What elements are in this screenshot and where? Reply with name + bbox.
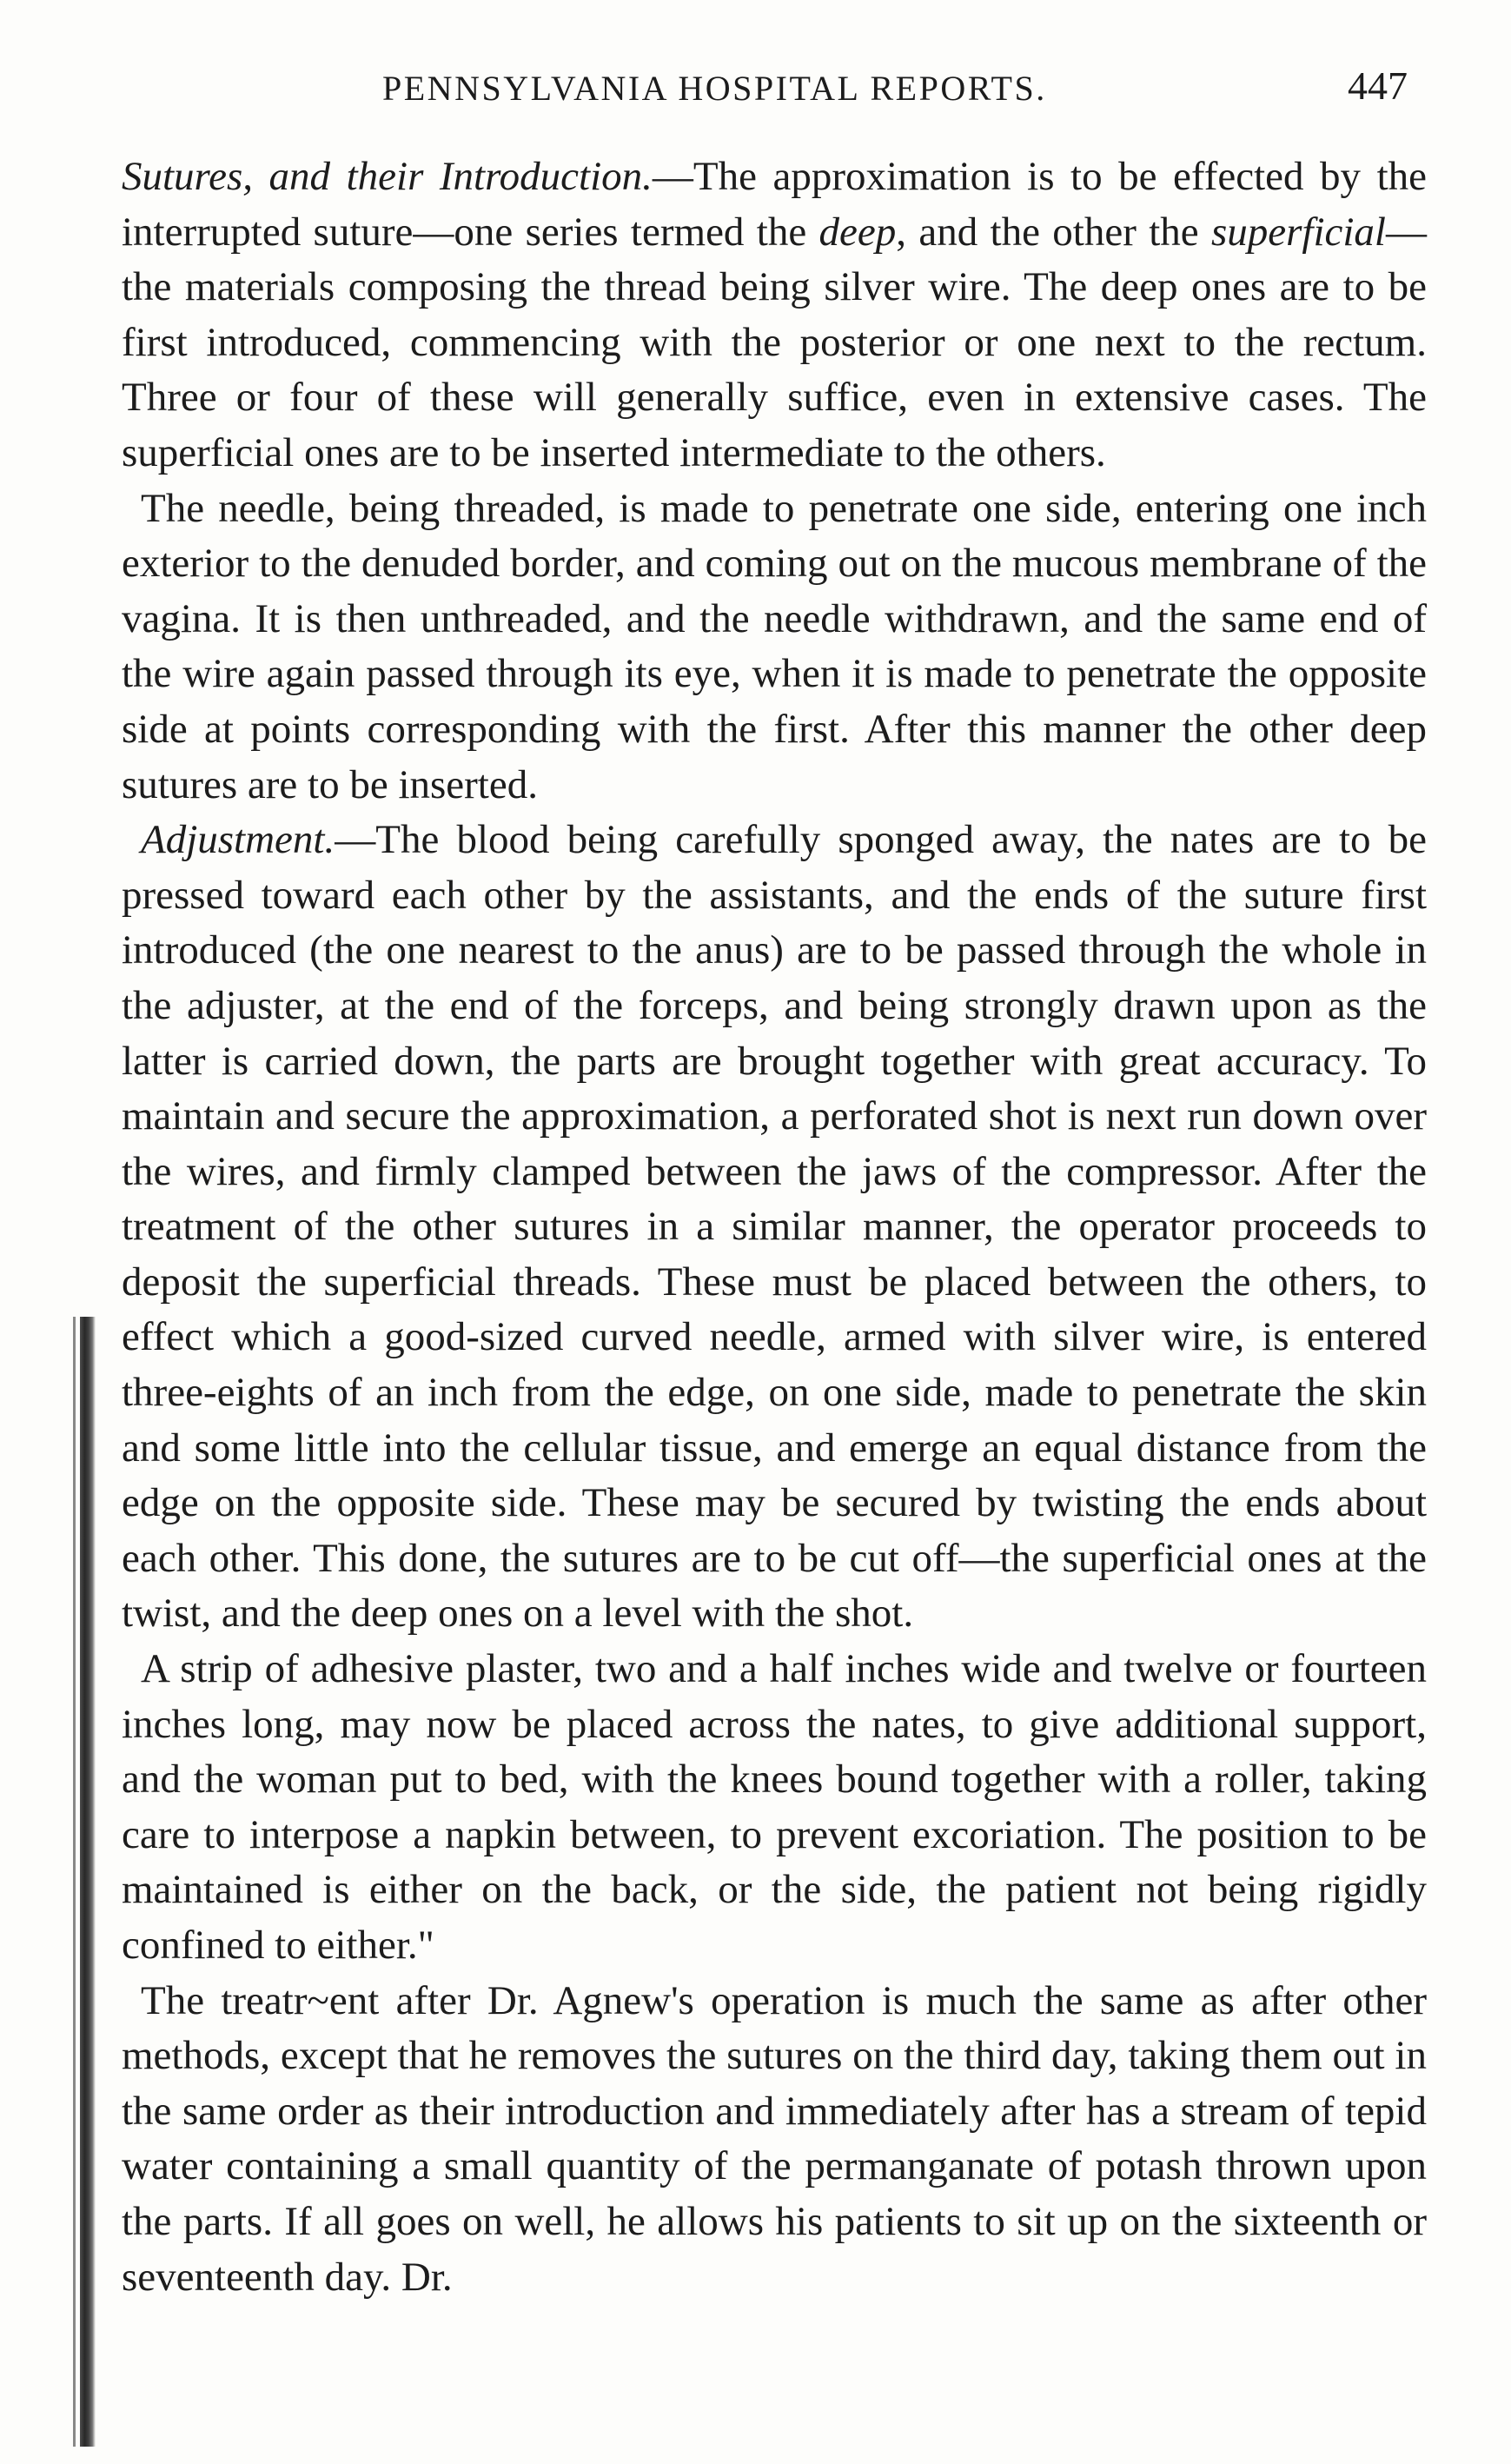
page-number: 447 (1348, 63, 1408, 108)
page-header (130, 63, 1408, 120)
paragraph-text: A strip of adhesive plaster, two and a half inches wide and twelve or fourteen inches long, may now be placed across the nates, to give additional support, and the woman put to bed, with the knees bound together with a roller, taking care to interpose a napkin between, to prevent excoriation. The position to be maintained is either on the back, or the side, the patient not being rigidly confined to either." (122, 1646, 1427, 1968)
running-head: PENNSYLVANIA HOSPITAL REPORTS. (382, 69, 1047, 108)
paragraph-text: , and the other the (896, 209, 1211, 255)
margin-scan-shadow (80, 1317, 96, 2447)
paragraph-text: The treatr~ent after Dr. Agnew's operation is much the same as after other methods, except that he removes the sutures on the third day, taking them out in the same order as their introduction and immediately after has a stream of tepid water containing a small quantity of the permanganate of potash thrown upon the parts. If all goes on well, he allows his patients to sit up on the sixteenth or seventeenth day. Dr. (122, 1977, 1427, 2300)
margin-scan-line (73, 1317, 76, 2447)
body-text (122, 149, 1427, 2305)
paragraph-needle (122, 482, 1427, 814)
emphasis-deep: deep (818, 209, 897, 255)
paragraph-text: —The blood being carefully sponged away, the nates are to be pressed toward each other by the assistants, and the ends of the suture first introduced (the one nearest to the anus) are to be passed through the whole in the adjuster, at the end of the forceps, and being strongly drawn upon as the latter is carried down, the parts are brought together with great accuracy. To maintain and secure the approximation, a perforated shot is next run down over the wires, and firmly clamped between the jaws of the compressor. After the treatment of the other sutures in a similar manner, the operator proceeds to deposit the superficial threads. These must be placed between the others, to effect which a good-sized curved needle, armed with silver wire, is entered three-eights of an inch from the edge, on one side, made to penetrate the skin and some little into the cellular tissue, and emerge an equal distance from the edge on the opposite side. These may be secured by twisting the ends about each other. This done, the sutures are to be cut off—the superficial ones at the twist, and the deep ones on a level with the shot. (122, 817, 1427, 1637)
paragraph-sutures (122, 149, 1427, 482)
paragraph-adjustment (122, 813, 1427, 1642)
paragraph-text: The needle, being threaded, is made to penetrate one side, entering one inch exterior to the denuded border, and coming out on the mucous membrane of the vagina. It is then unthreaded, and the needle withdrawn, and the same end of the wire again passed through its eye, when it is made to penetrate the opposite side at points corresponding with the first. After this manner the other deep sutures are to be inserted. (122, 485, 1427, 807)
emphasis-superficial: superficial (1210, 209, 1386, 255)
section-heading-adjustment: Adjustment. (141, 817, 335, 863)
paragraph-text: —the materials composing the thread being silver wire. The deep ones are to be first introduced, commencing with the posterior or one next to the rectum. Three or four of these will generally suffice, even in extensive cases. The superficial ones are to be inserted intermediate to the others. (122, 209, 1427, 475)
paragraph-text: —The approximation is to be effected by the interrupted suture—one series termed the (122, 154, 1427, 255)
paragraph-treatment (122, 1974, 1427, 2306)
section-heading-sutures: Sutures, and their Introduction. (122, 154, 653, 199)
paragraph-plaster (122, 1642, 1427, 1974)
